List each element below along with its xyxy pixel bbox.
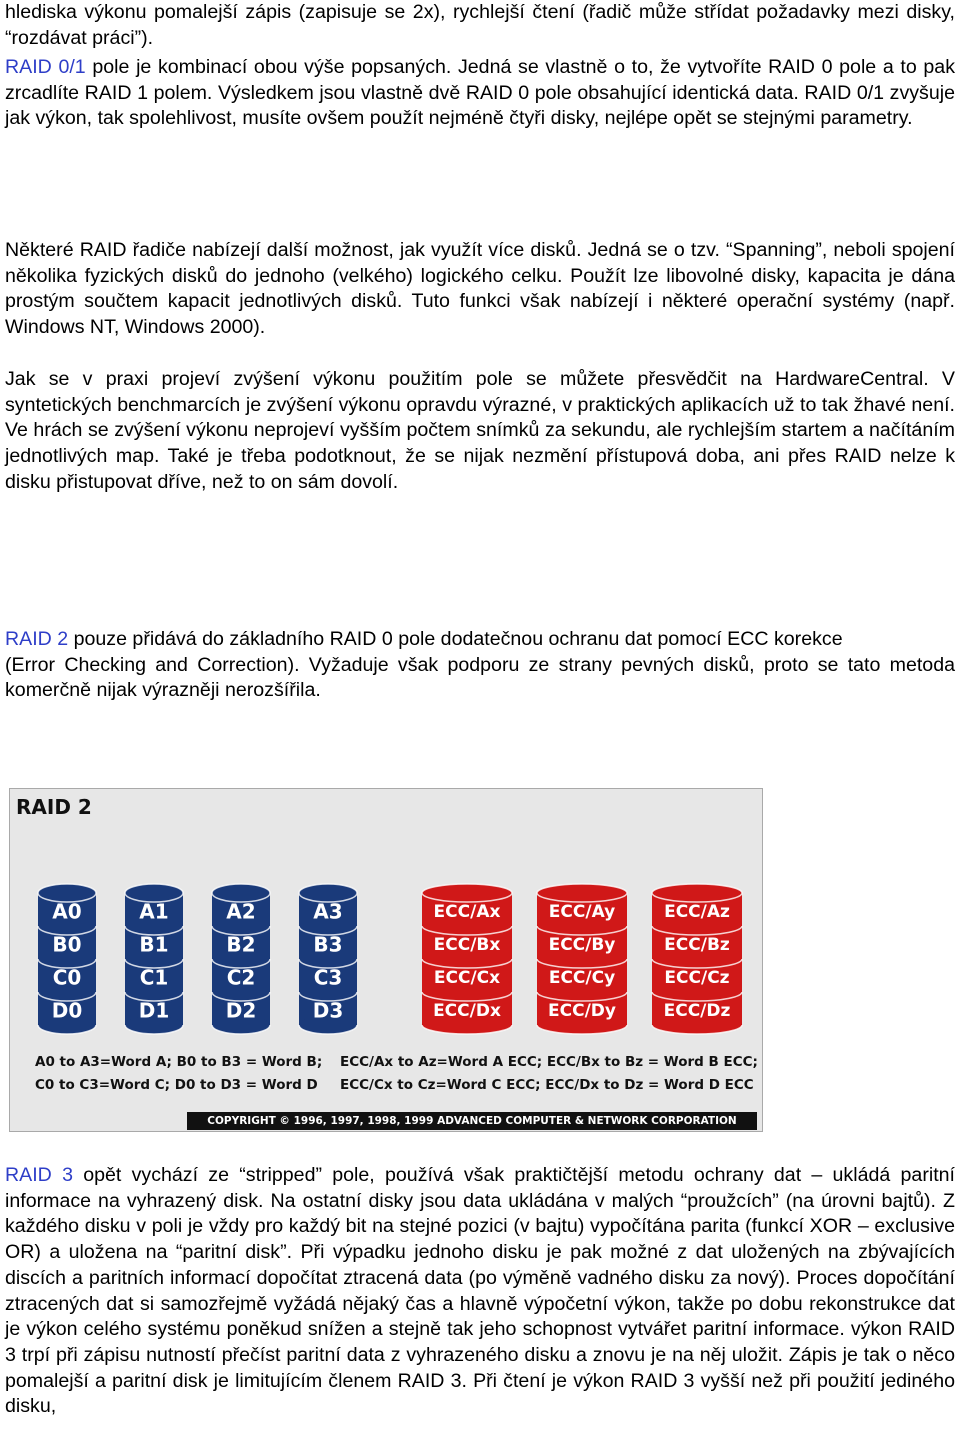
paragraph-raid-01: [5, 55, 955, 132]
caption-ecc-disks-1: ECC/Ax to Az=Word A ECC; ECC/Bx to Bz = Word B ECC;: [340, 1054, 758, 1070]
raid-01-link[interactable]: RAID 0/1: [5, 56, 86, 78]
disk-label: ECC/Dy: [548, 1001, 616, 1022]
paragraph-spanning: [5, 238, 955, 341]
disk-top: [537, 884, 627, 902]
paragraph-text: pole je kombinací obou výše popsaných. Jedná se vlastně o to, že vytvoříte RAID 0 pole a to pak zrcadlíte RAID 1 polem. Výsledkem jsou vlastně dvě RAID 0 pole obsahující identická data. RAID 0/1 zvyšuje jak výkon, tak spolehlivost, musíte ovšem použít nejméně čtyři disky, nejlépe opět se stejnými parametry.: [5, 56, 955, 130]
data-disk-2: [125, 884, 183, 1034]
paragraph-write-performance: [5, 0, 955, 51]
disk-label: A0: [52, 899, 82, 924]
data-disk-1: [38, 884, 96, 1034]
disk-label: ECC/Az: [664, 902, 730, 923]
caption-data-disks-1: A0 to A3=Word A; B0 to B3 = Word B;: [35, 1054, 323, 1070]
disk-label: ECC/Bx: [433, 935, 501, 956]
disk-top: [422, 884, 512, 902]
paragraph-raid-2: [5, 627, 955, 704]
disk-label: ECC/Ax: [433, 902, 501, 923]
disk-label: D2: [225, 998, 257, 1023]
disk-label: B0: [52, 932, 82, 957]
data-disk-4: [299, 884, 357, 1034]
disk-label: A2: [226, 899, 256, 924]
disk-label: ECC/Cz: [664, 968, 730, 989]
caption-data-disks-2: C0 to C3=Word C; D0 to D3 = Word D: [35, 1077, 318, 1093]
paragraph-text: opět vychází ze “stripped” pole, používá však praktičtější metodu ochrany dat – ukládá paritní informace na vyhrazený disk. Na ostatní disky jsou data ukládána v malých “proužcích” (na úrovni bajtů). Z každého disku v poli je vždy pro každý bit na stejné pozici (v bajtu) vypočítána parita (funkcí XOR – exclusive OR) a uložena na “paritní disk”. Při výpadku jednoho disku je pak možné z dat uložených na zbývajících discích a paritních informací dopočítat ztracená data (po výměně vadného disku za nový). Proces dopočítání ztracených dat si samozřejmě vyžádá nějaký čas a hlavně výpočetní výkon, takže po dobu rekonstrukce dat je výkon celého systému poněkud snížen a stejně tak jeho schopnost vytvářet paritní informace. výkon RAID 3 trpí při zápisu nutností přečíst paritní data z vyhrazeného disku a znovu je na něj uložit. Zápis je tak o něco pomalejší a paritní disk je limitujícím členem RAID 3. Při čtení je výkon RAID 3 vyšší než při použití jediného disku,: [5, 1164, 955, 1418]
disk-label: ECC/Cy: [548, 968, 616, 989]
paragraph-text: Jak se v praxi projeví zvýšení výkonu použitím pole se můžete přesvědčit na HardwareCentral. V syntetických benchmarcích je zvýšení výkonu opravdu výrazné, v praktických aplikacích už to tak žhavé není. Ve hrách se zvýšení výkonu neprojeví vyšším počtem snímků za sekundu, ale rychlejším startem a načítáním jednotlivých map. Také je třeba podotknout, že se nijak nezmění přístupová doba, ani přes RAID nelze k disku přistupovat dříve, než to on sám dovolí.: [5, 368, 955, 493]
raid-2-link[interactable]: RAID 2: [5, 628, 69, 650]
ecc-disk-1: [422, 884, 512, 1034]
disk-label: D0: [51, 998, 83, 1023]
disk-label: C0: [52, 965, 82, 990]
disk-label: B1: [139, 932, 169, 957]
ecc-disk-2: [537, 884, 627, 1034]
disk-label: ECC/By: [548, 935, 616, 956]
paragraph-text: Některé RAID řadiče nabízejí další možnost, jak využít více disků. Jedná se o tzv. “Spanning”, neboli spojení několika fyzických disků do jednoho (velkého) logického celku. Použít lze libovolné disky, kapacita je dána prostým součtem kapacit jednotlivých disků. Tuto funkci však nabízejí i některé operační systémy (např. Windows NT, Windows 2000).: [5, 239, 955, 339]
disk-label: B3: [313, 932, 343, 957]
disk-label: C2: [226, 965, 256, 990]
disk-label: C3: [313, 965, 343, 990]
paragraph-raid-3: [5, 1163, 955, 1420]
disk-label: D3: [312, 998, 344, 1023]
diagram-title: RAID 2: [16, 795, 92, 819]
disk-label: A3: [313, 899, 343, 924]
copyright-banner: COPYRIGHT © 1996, 1997, 1998, 1999 ADVANCED COMPUTER & NETWORK CORPORATION: [187, 1112, 757, 1130]
disk-label: D1: [138, 998, 170, 1023]
disk-label: ECC/Ay: [548, 902, 616, 923]
raid-2-diagram: [9, 788, 763, 1132]
paragraph-text-continued: (Error Checking and Correction). Vyžaduje však podporu ze strany pevných disků, proto se tato metoda komerčně nijak výrazněji nerozšířila.: [5, 653, 955, 702]
disk-label: ECC/Bz: [664, 935, 730, 956]
disk-top: [652, 884, 742, 902]
disk-label: ECC/Dz: [663, 1001, 731, 1022]
caption-ecc-disks-2: ECC/Cx to Cz=Word C ECC; ECC/Dx to Dz = Word D ECC: [340, 1077, 754, 1093]
raid-3-link[interactable]: RAID 3: [5, 1164, 73, 1186]
data-disk-3: [212, 884, 270, 1034]
ecc-disk-3: [652, 884, 742, 1034]
disk-label: C1: [139, 965, 169, 990]
paragraph-performance: [5, 367, 955, 496]
paragraph-text: hlediska výkonu pomalejší zápis (zapisuje se 2x), rychlejší čtení (řadič může střídat požadavky mezi disky, “rozdávat práci”).: [5, 1, 955, 49]
disk-label: B2: [226, 932, 256, 957]
paragraph-text: pouze přidává do základního RAID 0 pole dodatečnou ochranu dat pomocí ECC korekce: [68, 628, 843, 650]
disk-label: A1: [139, 899, 169, 924]
disk-label: ECC/Dx: [433, 1001, 501, 1022]
disk-label: ECC/Cx: [433, 968, 501, 989]
